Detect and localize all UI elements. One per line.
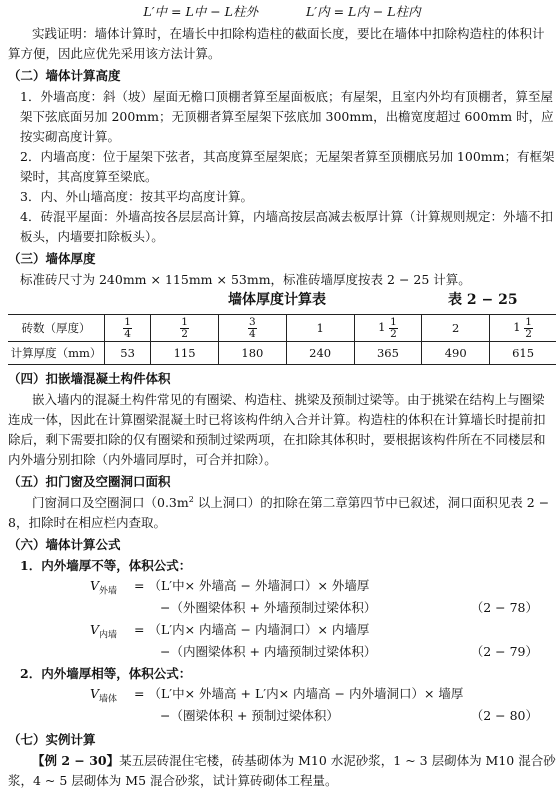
- brick-cell: $\frac{1}{4}$: [105, 315, 151, 342]
- table-title: 墙体厚度计算表: [228, 292, 326, 308]
- equation-2-78-line1: $V_{外墙}$ = （L′中× 外墙高 − 外墙洞口）× 外墙厚: [90, 578, 370, 597]
- height-item-2: 2．内墙高度：位于屋架下弦者，其高度算至屋架底；无屋架者算至顶棚底另加 100mm；有框架梁时，其高度算至梁底。: [20, 149, 555, 184]
- paragraph-openings: 门窗洞口及空圈洞口（$0.3m^2$ 以上洞口）的扣除在第二章第四节中已叙述，洞口面积见表 2 − 8，扣除时在相应栏内查取。: [8, 494, 550, 530]
- equation-2-79-line2: −（内圈梁体积 + 内墙预制过梁体积） （2 − 79）: [8, 642, 556, 664]
- row-label-thickness: 计算厚度（mm）: [8, 342, 105, 365]
- thickness-cell: 365: [354, 342, 422, 365]
- brick-cell: $\frac{1}{2}$: [151, 315, 219, 342]
- paragraph-brick-size: 标准砖尺寸为 240mm × 115mm × 53mm，标准砖墙厚度按表 2 − 25 计算。: [20, 272, 471, 287]
- equation-number: （2 − 80）: [470, 708, 538, 723]
- equation-2-79-line1: $V_{内墙}$ = （L′内× 内墙高 − 内墙洞口）× 内墙厚: [90, 622, 370, 641]
- height-item-3: 3．内、外山墙高度：按其平均高度计算。: [20, 189, 253, 204]
- height-item-4: 4．砖混平屋面：外墙高按各层层高计算，内墙高按层高减去板厚计算（计算规则规定：外墙不扣板头，内墙要扣除板头）。: [20, 209, 553, 244]
- equation-2-78-line2: −（外圈梁体积 + 外墙预制过梁体积） （2 − 78）: [8, 598, 556, 620]
- table-number: 表 2 − 25: [448, 292, 518, 308]
- thickness-cell: 240: [286, 342, 354, 365]
- paragraph-practice: 实践证明：墙体计算时，在墙长中扣除构造柱的截面长度，要比在墙体中扣除构造柱的体积计算方便，因此应优先采用该方法计算。: [8, 26, 545, 61]
- section-title-formulas: （六）墙体计算公式: [8, 537, 121, 552]
- paragraph-concrete: 嵌入墙内的混凝土构件常见的有圈梁、构造柱、挑梁及预制过梁等。由于挑梁在结构上与圈梁连成一体，因此在计算圈梁混凝土时已将该构件纳入合并计算。构造柱的体积在计算墙长时提前扣除后，剩下需要扣除的仅有圈梁和预制过梁两项，在扣除其体积时，要根据该构件所在不同楼层和内外墙分别扣除（内外墙同厚时，可合并扣除）。: [8, 392, 546, 467]
- height-item-1: 1．外墙高度：斜（坡）屋面无檐口顶棚者算至屋面板底；有屋架，且室内外均有顶棚者，算至屋架下弦底面另加 200mm；无顶棚者算至屋架下弦底加 300mm，出檐宽度超过 600mm 时，应按实砌高度计算。: [20, 89, 554, 144]
- document-page: [8, 0, 556, 791]
- thickness-cell: 490: [422, 342, 490, 365]
- formula-outer: L′中 = L中 − L柱外: [143, 4, 258, 19]
- table-caption: [8, 290, 556, 312]
- table-row-thickness: [8, 342, 556, 365]
- wall-length-formula: [8, 2, 556, 22]
- section-title-thickness: （三）墙体厚度: [8, 251, 96, 266]
- section-title-example: （七）实例计算: [8, 732, 96, 747]
- equation-number: （2 − 79）: [470, 644, 538, 659]
- equation-number: （2 − 78）: [470, 600, 538, 615]
- brick-cell: 1 $\frac{1}{2}$: [490, 315, 556, 342]
- thickness-cell: 115: [151, 342, 219, 365]
- section-title-height: （二）墙体计算高度: [8, 68, 121, 83]
- formula-subtitle-1: 1．内外墙厚不等，体积公式：: [20, 558, 192, 573]
- brick-cell: 2: [422, 315, 490, 342]
- brick-cell: 1 $\frac{1}{2}$: [354, 315, 422, 342]
- thickness-cell: 180: [218, 342, 286, 365]
- brick-cell: $\frac{3}{4}$: [218, 315, 286, 342]
- paragraph-example: 【例 2 − 30】某五层砖混住宅楼，砖基砌体为 M10 水泥砂浆，1 ~ 3 层砌体为 M10 混合砂浆，4 ~ 5 层砌体为 M5 混合砂浆，试计算砖砌体工程量。: [8, 753, 556, 788]
- row-label-bricks: 砖数（厚度）: [8, 315, 105, 342]
- table-row-bricks: [8, 315, 556, 342]
- formula-inner: L′内 = L内 − L柱内: [306, 4, 421, 19]
- thickness-cell: 615: [490, 342, 556, 365]
- formula-subtitle-2: 2．内外墙厚相等，体积公式：: [20, 666, 192, 681]
- equation-2-80-line1: $V_{墙体}$ = （L′中× 外墙高 + L′内× 内墙高 − 内外墙洞口）× 墙厚: [90, 686, 464, 705]
- wall-thickness-table: [8, 314, 556, 365]
- brick-cell: 1: [286, 315, 354, 342]
- thickness-cell: 53: [105, 342, 151, 365]
- example-label: 【例 2 − 30】: [32, 753, 120, 768]
- equation-2-80-line2: −（圈梁体积 + 预制过梁体积） （2 − 80）: [8, 706, 556, 728]
- section-title-openings: （五）扣门窗及空圈洞口面积: [8, 474, 171, 489]
- section-title-concrete: （四）扣嵌墙混凝土构件体积: [8, 371, 171, 386]
